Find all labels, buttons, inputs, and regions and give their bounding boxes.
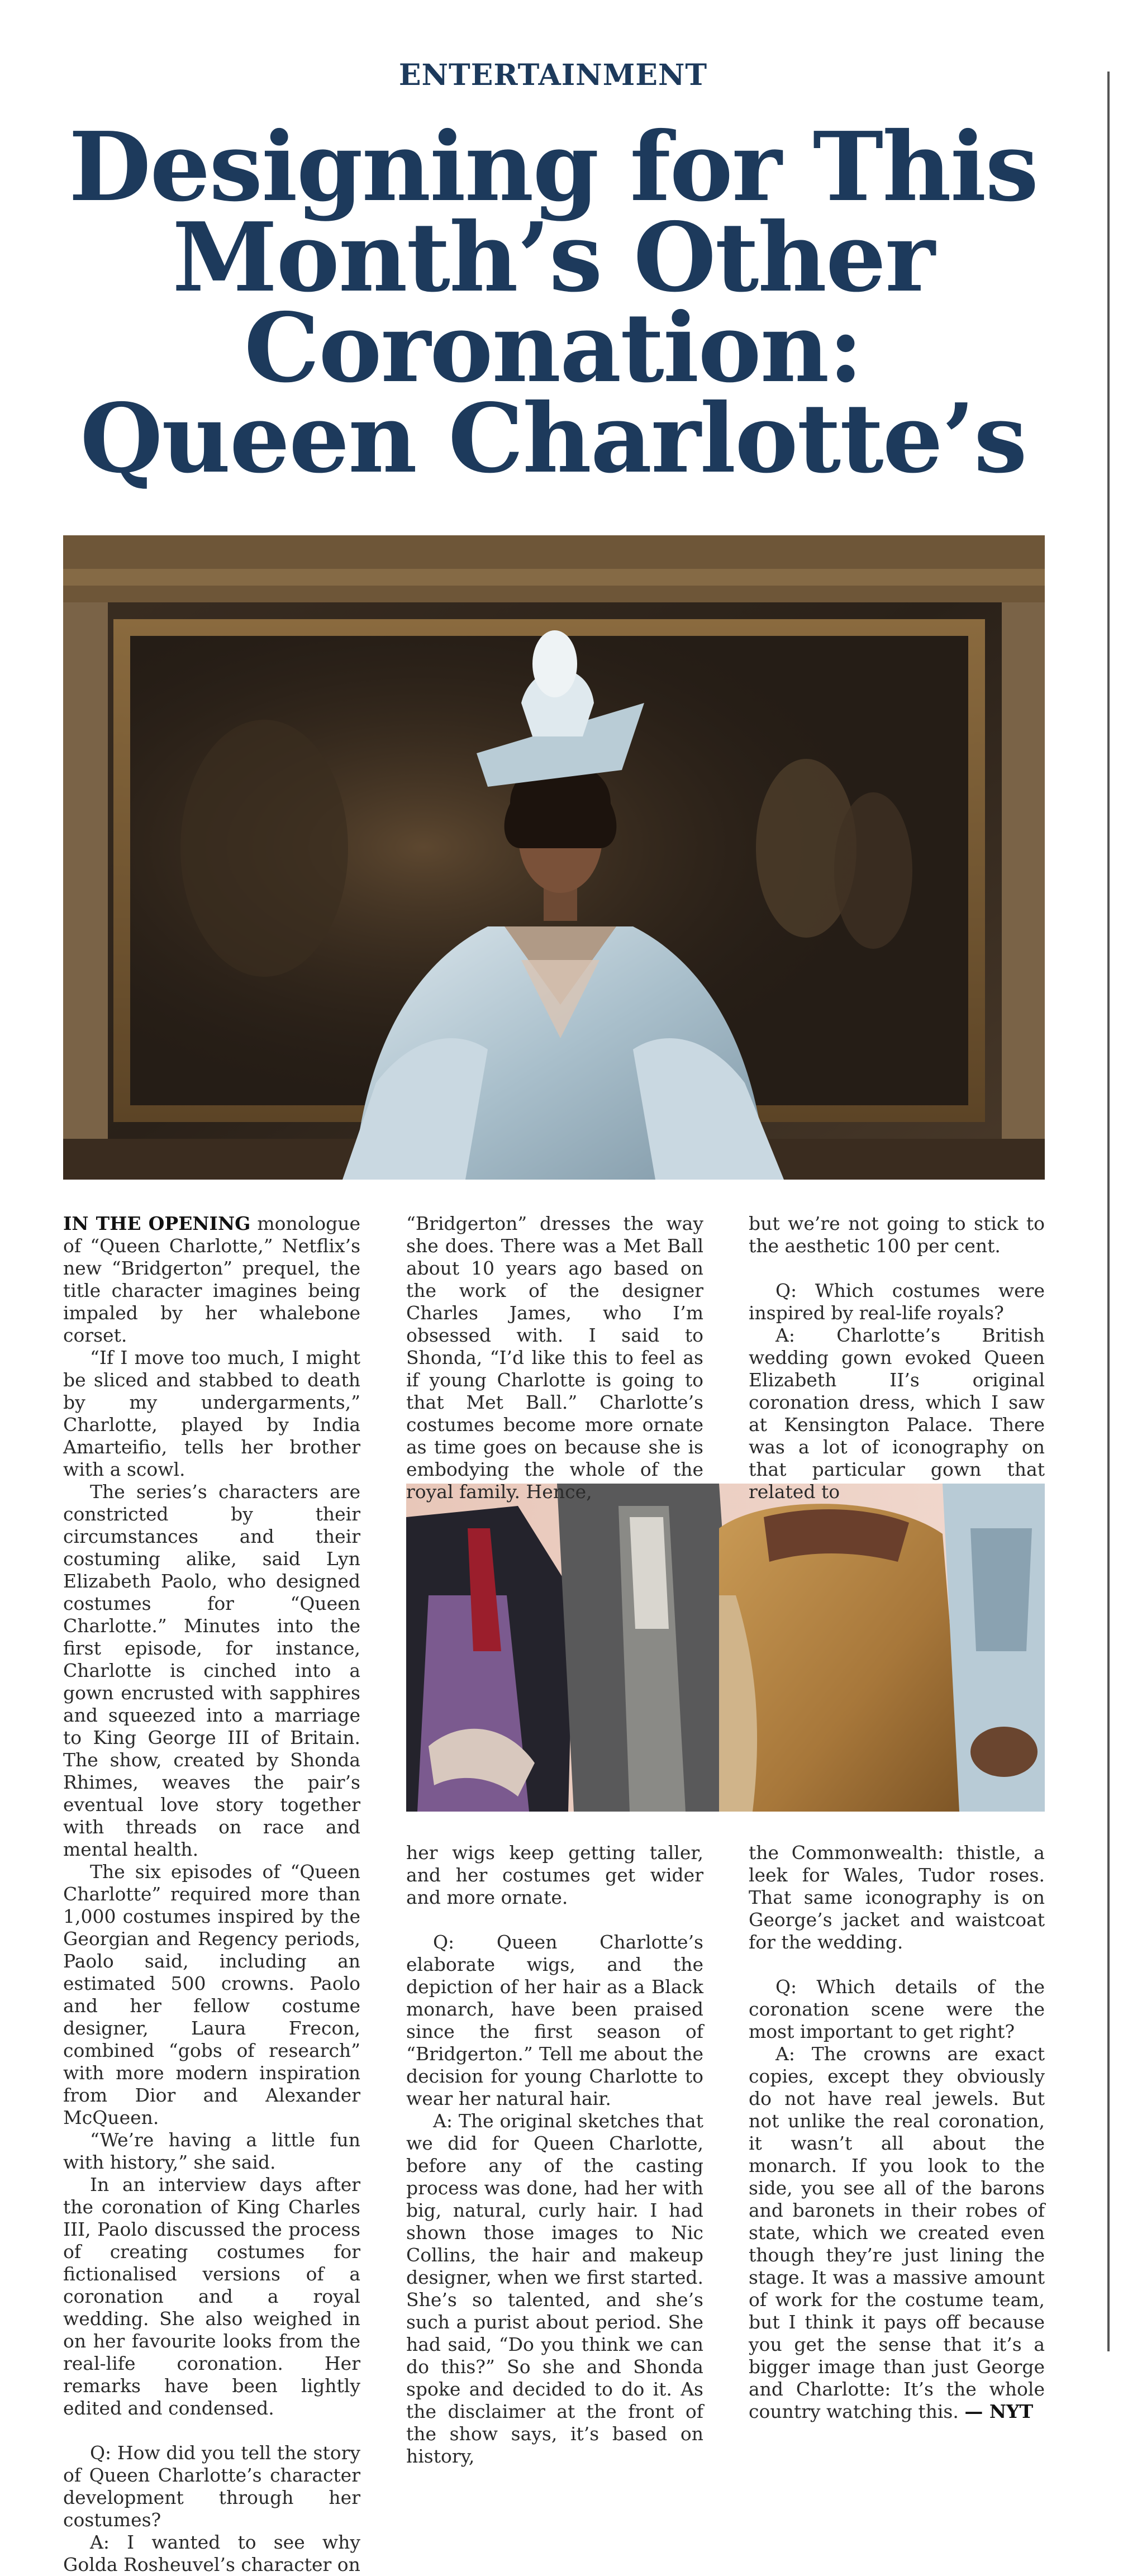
- article-column-3-top: [749, 1213, 1045, 1503]
- column-rule: [1107, 72, 1110, 2351]
- answer: A: The original sketches that we did for Queen Charlotte, before any of the casting process was done, had her with big, natural, curly hair. I had shown those images to Nic Collins, the hair and makeup designer, when we first started. She’s so talented, and she’s such a purist about period. She had said, “Do you think we can do this?” So she and Shonda spoke and decided to do it. As the disclaimer at the front of the show says, it’s based on history,: [406, 2110, 703, 2467]
- article-column-3-bottom: [749, 1842, 1045, 2422]
- queen-charlotte-portrait-photo: [63, 535, 1045, 1180]
- byline-signature: — NYT: [964, 2401, 1034, 2422]
- paragraph: The six episodes of “Queen Charlotte” required more than 1,000 costumes inspired by the Georgian and Regency periods, Paolo said, including an estimated 500 crowns. Paolo and her fellow costume designer, Laura Frecon, combined “gobs of research” with more modern inspiration from Dior and Alexander McQueen.: [63, 1861, 360, 2128]
- paragraph-opening: [63, 1213, 360, 1347]
- question: Q: How did you tell the story of Queen Charlotte’s character development through her costumes?: [63, 2442, 360, 2531]
- article-column-2-top: [406, 1213, 703, 1503]
- question: Q: Queen Charlotte’s elaborate wigs, and the depiction of her hair as a Black monarch, have been praised since the first season of “Bridgerton.” Tell me about the decision for young Charlotte to wear her natural hair.: [406, 1931, 703, 2109]
- article-column-2-bottom: [406, 1842, 703, 2467]
- answer-final: [749, 2043, 1045, 2423]
- paragraph: In an interview days after the coronation of King Charles III, Paolo discussed the process of creating costumes for fictionalised versions of a coronation and a royal wedding. She also weighed in on her favourite looks from the real-life coronation. Her remarks have been lightly edited and condensed.: [63, 2174, 360, 2419]
- answer-continued: “Bridgerton” dresses the way she does. There was a Met Ball about 10 years ago based on the work of the designer Charles James, who I’m obsessed with. I said to Shonda, “I’d like this to feel as if young Charlotte is going to that Met Ball.” Charlotte’s costumes become more ornate as time goes on because she is embodying the whole of the royal family. Hence,: [406, 1213, 703, 1503]
- section-label: ENTERTAINMENT: [398, 58, 708, 92]
- answer-continued: the Commonwealth: thistle, a leek for Wales, Tudor roses. That same iconography is on George’s jacket and waistcoat for the wedding.: [749, 1842, 1045, 1953]
- answer: A: Charlotte’s British wedding gown evoked Queen Elizabeth II’s original coronation dress, which I saw at Kensington Palace. There was a lot of iconography on that particular gown that related to: [749, 1324, 1045, 1503]
- question: Q: Which costumes were inspired by real-life royals?: [749, 1280, 1045, 1324]
- answer: A: I wanted to see why Golda Rosheuvel’s character on: [63, 2531, 360, 2575]
- paragraph: “We’re having a little fun with history,” she said.: [63, 2129, 360, 2173]
- paragraph: “If I move too much, I might be sliced and stabbed to death by my undergarments,” Charlotte, played by India Amarteifio, tells her brother with a scowl.: [63, 1347, 360, 1480]
- article-column-1: [63, 1213, 360, 2575]
- portrait-illustration: [63, 535, 1045, 1180]
- cast-illustration: [406, 1484, 1045, 1812]
- costumed-cast-photo: [406, 1484, 1045, 1812]
- answer-continued: but we’re not going to stick to the aesthetic 100 per cent.: [749, 1213, 1045, 1257]
- answer-continued: her wigs keep getting taller, and her costumes get wider and more ornate.: [406, 1842, 703, 1908]
- opening-text: monologue of “Queen Charlotte,” Netflix’s new “Bridgerton” prequel, the title character imagines being impaled by her whalebone corset.: [63, 1213, 360, 1346]
- paragraph: The series’s characters are constricted by their circumstances and their costuming alike, said Lyn Elizabeth Paolo, who designed costumes for “Queen Charlotte.” Minutes into the first episode, for instance, Charlotte is cinched into a gown encrusted with sapphires and squeezed into a marriage to King George III of Britain. The show, created by Shonda Rhimes, weaves the pair’s eventual love story together with threads on race and mental health.: [63, 1481, 360, 1860]
- answer-text: A: The crowns are exact copies, except they obviously do not have real jewels. But not unlike the real coronation, it wasn’t all about the monarch. If you look to the side, you see all of the barons and baronets in their robes of state, which we created even though they’re just lining the stage. It was a massive amount of work for the costume team, but I think it pays off because you get the sense that it’s a bigger image than just George and Charlotte: It’s the whole country watching this.: [749, 2043, 1045, 2422]
- question: Q: Which details of the coronation scene were the most important to get right?: [749, 1976, 1045, 2042]
- lead-in: IN THE OPENING: [63, 1213, 251, 1234]
- headline: Designing for This Month’s Other Coronation: Queen Charlotte’s: [68, 111, 1038, 495]
